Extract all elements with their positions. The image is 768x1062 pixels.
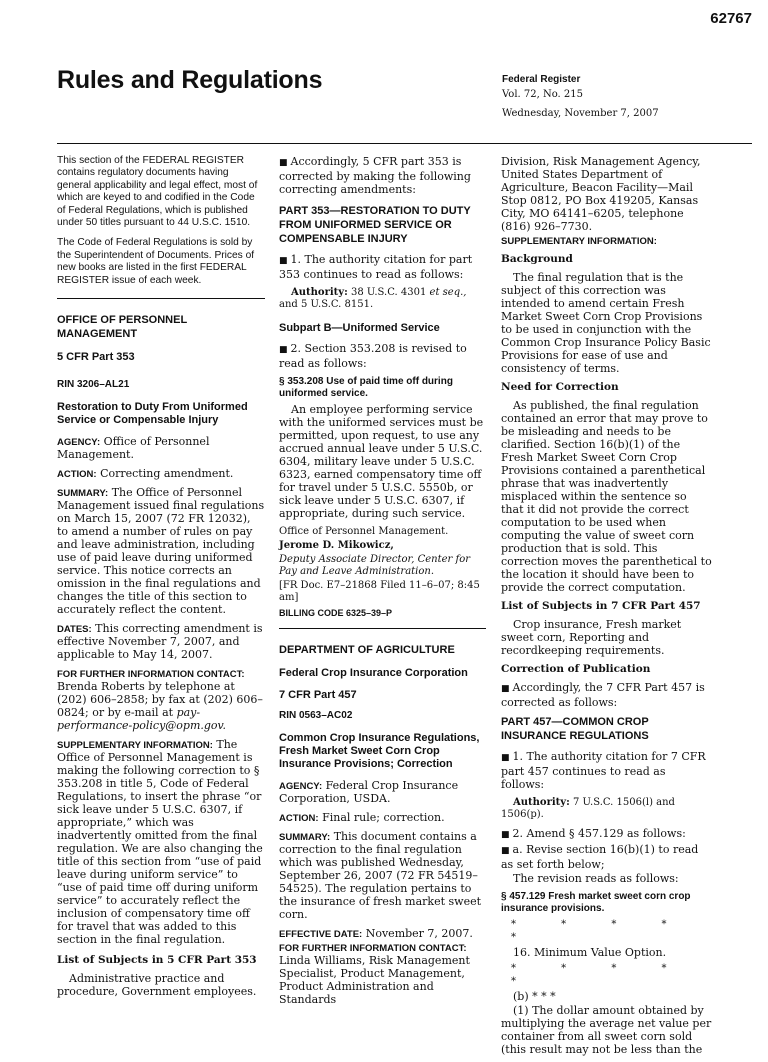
effective-date-entry: EFFECTIVE DATE: November 7, 2007. bbox=[279, 927, 473, 940]
agency-heading-2: DEPARTMENT OF AGRICULTURE bbox=[279, 644, 455, 656]
supplementary-label-2: SUPPLEMENTARY INFORMATION: bbox=[501, 236, 657, 247]
page-number: 62767 bbox=[710, 10, 752, 27]
paragraph-1: (1) The dollar amount obtained by multiplying the average net value per container from all sweet corn sold (this result may not be less than the bbox=[501, 1004, 712, 1056]
billing-code: BILLING CODE 6325–39–P bbox=[279, 608, 393, 618]
rin-number: RIN 3206–AL21 bbox=[57, 379, 130, 391]
contact-label: FOR FURTHER INFORMATION CONTACT: bbox=[57, 669, 245, 681]
correction-heading: Correction of Publication bbox=[501, 663, 651, 675]
column-2 bbox=[279, 155, 486, 1012]
contact-continued: Division, Risk Management Agency, United States Department of Agriculture, Beacon Facility—Mail Stop 0812, PO Box 419205, Kansas City, MO 64141–6205, telephone (816) 926–7730. bbox=[501, 155, 701, 233]
authority-citation: Authority: 38 U.S.C. 4301 et seq., and 5 U.S.C. 8151. bbox=[279, 287, 467, 310]
contact-entry-2: FOR FURTHER INFORMATION CONTACT: Linda Williams, Risk Management Specialist, Product Management, Product Administration and Standards bbox=[279, 943, 470, 1006]
need-text: As published, the final regulation contained an error that may prove to be misleading and needs to be clarified. Section 16(b)(1) of the Fresh Market Sweet Corn Crop Provisions contained a parenthetical phrase that was inadvertently misplaced within the sentence so that it did not provide the correct computation to be used when computing the value of sweet corn production that is sold. This correction moves the parenthetical to the location it should have been to provide the correct computation. bbox=[501, 399, 712, 594]
dates-text: This correcting amendment is effective November 7, 2007, and applicable to May 14, 2007. bbox=[57, 622, 263, 662]
contact-text: Brenda Roberts by telephone at (202) 606–2858; by fax at (202) 606–0824; or by e-mail at bbox=[57, 680, 263, 720]
issue-date: Wednesday, November 7, 2007 bbox=[502, 108, 659, 119]
supplementary-text: The Office of Personnel Management is making the following correction to § 353.208 in title 5, Code of Federal Regulations, to insert the phrase “or sick leave under 5 U.S.C. 6307, if appropriate,” which was inadvertently omitted from the final regulation. We are also changing the title of this section from “use of paid leave during uniform service” to “use of paid time off during uniform service” to accurately reflect the inclusion of compensatory time off for travel that was added to this section in the final regulation. bbox=[57, 738, 263, 947]
summary-label: SUMMARY: bbox=[57, 488, 109, 500]
ellipsis-stars: * * * * * bbox=[511, 919, 688, 943]
action-text: Correcting amendment. bbox=[100, 467, 234, 481]
amendment-item-1: ■ 1. The authority citation for part 353 continues to read as follows: bbox=[279, 253, 473, 281]
section-353-208-heading: § 353.208 Use of paid time off during uniformed service. bbox=[279, 376, 453, 399]
background-text: The final regulation that is the subject of this correction was intended to amend certain Fresh Market Sweet Corn Crop Provisions to be used in conjunction with the Common Crop Insurance Policy Basic Provisions for ease of use and consistency of terms. bbox=[501, 271, 711, 375]
amendment-item-1b: ■ 1. The authority citation for 7 CFR part 457 continues to read as follows: bbox=[501, 750, 706, 791]
square-bullet-icon: ■ bbox=[279, 256, 288, 266]
amendment-item-2b: ■ 2. Amend § 457.129 as follows: bbox=[501, 827, 686, 840]
agency-label: AGENCY: bbox=[57, 437, 101, 449]
page-title: Rules and Regulations bbox=[57, 66, 323, 94]
volume-number: Vol. 72, No. 215 bbox=[502, 89, 584, 100]
square-bullet-icon: ■ bbox=[501, 830, 510, 840]
summary-text: The Office of Personnel Management issued final regulations on March 15, 2007 (72 FR 12032), to amend a number of rules on pay and leave administration, including use of paid leave during uniformed service. This notice corrects an omission in the final regulations and changes the title of this section to accurately reflect the content. bbox=[57, 486, 265, 617]
action-entry-2: ACTION: Final rule; correction. bbox=[279, 811, 445, 824]
supplementary-label: SUPPLEMENTARY INFORMATION: bbox=[57, 740, 213, 752]
section-457-129-heading: § 457.129 Fresh market sweet corn crop insurance provisions. bbox=[501, 891, 691, 914]
summary-entry-2: SUMMARY: This document contains a correction to the final regulation which was published Wednesday, September 26, 2007 (72 FR 54519–54525). The regulation pertains to the insurance of fresh market sweet corn. bbox=[279, 830, 482, 921]
correction-text: ■ Accordingly, the 7 CFR Part 457 is corrected as follows: bbox=[501, 681, 705, 709]
action-label: ACTION: bbox=[57, 469, 97, 481]
subagency-heading: Federal Crop Insurance Corporation bbox=[279, 667, 468, 679]
signer-name: Jerome D. Mikowicz, bbox=[279, 540, 394, 551]
revision-text: The revision reads as follows: bbox=[513, 872, 679, 885]
square-bullet-icon: ■ bbox=[501, 753, 510, 763]
agency-entry bbox=[57, 435, 265, 461]
agency-text: Office of Personnel Management. bbox=[57, 435, 210, 462]
rule-subject: Restoration to Duty From Uniformed Service or Compensable Injury bbox=[57, 401, 248, 427]
intro-paragraph-1: This section of the FEDERAL REGISTER contains regulatory documents having general applicability and legal effect, most of which are keyed to and codified in the Code of Federal Regulations, which is published under 50 titles pursuant to 44 U.S.C. 1510. bbox=[57, 155, 258, 229]
signing-office: Office of Personnel Management. bbox=[279, 526, 449, 537]
publication-name: Federal Register bbox=[502, 74, 581, 85]
square-bullet-icon: ■ bbox=[501, 684, 510, 694]
signer-title: Deputy Associate Director, Center for Pay and Leave Administration. bbox=[279, 554, 471, 577]
header-rule bbox=[57, 143, 752, 144]
ellipsis-stars: * * * * * bbox=[511, 963, 688, 987]
subjects-heading: List of Subjects in 5 CFR Part 353 bbox=[57, 954, 257, 967]
column-1 bbox=[57, 155, 265, 1004]
contact-email: pay-performance-policy@opm.gov. bbox=[57, 706, 226, 733]
square-bullet-icon: ■ bbox=[279, 158, 288, 168]
rule-subject-2: Common Crop Insurance Regulations, Fresh Market Sweet Corn Crop Insurance Provisions; Correction bbox=[279, 732, 480, 770]
amendment-item-2a: ■ a. Revise section 16(b)(1) to read as set forth below; bbox=[501, 843, 699, 871]
section-divider bbox=[279, 628, 486, 629]
square-bullet-icon: ■ bbox=[279, 345, 288, 355]
fr-doc-line: [FR Doc. E7–21868 Filed 11–6–07; 8:45 am] bbox=[279, 580, 480, 603]
section-353-208-text: An employee performing service with the uniformed services must be permitted, upon request, to use any accrued annual leave under 5 U.S.C. 6304, military leave under 5 U.S.C. 6323, earned compensatory time off for travel under 5 U.S.C. 5550b, or sick leave under 5 U.S.C. 6307, if appropriate, during such service. bbox=[279, 403, 484, 520]
paragraph-b: (b) * * * bbox=[513, 990, 556, 1003]
supplementary-entry bbox=[57, 738, 265, 946]
intro-box bbox=[57, 155, 265, 287]
rin-number-2: RIN 0563–AC02 bbox=[279, 710, 353, 721]
dates-label: DATES: bbox=[57, 624, 92, 636]
subjects-text: Administrative practice and procedure, Government employees. bbox=[57, 972, 257, 999]
square-bullet-icon: ■ bbox=[501, 846, 510, 856]
authority-citation-2: Authority: 7 U.S.C. 1506(l) and 1506(p). bbox=[501, 797, 675, 820]
amendment-item-2: ■ 2. Section 353.208 is revised to read as follows: bbox=[279, 342, 467, 370]
cfr-part-heading: 5 CFR Part 353 bbox=[57, 351, 135, 364]
need-heading: Need for Correction bbox=[501, 381, 619, 393]
dates-entry bbox=[57, 622, 265, 661]
section-divider bbox=[57, 298, 265, 299]
action-entry bbox=[57, 467, 265, 480]
part-353-heading: PART 353—RESTORATION TO DUTY FROM UNIFORMED SERVICE OR COMPENSABLE INJURY bbox=[279, 205, 471, 245]
subpart-heading: Subpart B—Uniformed Service bbox=[279, 322, 440, 334]
agency-heading: OFFICE OF PERSONNEL MANAGEMENT bbox=[57, 314, 187, 341]
amendment-intro: ■ Accordingly, 5 CFR part 353 is corrected by making the following correcting amendments: bbox=[279, 155, 471, 196]
background-heading: Background bbox=[501, 253, 573, 265]
option-heading: 16. Minimum Value Option. bbox=[513, 946, 667, 959]
intro-paragraph-2: The Code of Federal Regulations is sold by the Superintendent of Documents. Prices of new books are listed in the first FEDERAL REGISTER issue of each week. bbox=[57, 237, 255, 286]
summary-entry bbox=[57, 486, 265, 616]
subjects-text-2: Crop insurance, Fresh market sweet corn, Reporting and recordkeeping requirements. bbox=[501, 618, 682, 657]
column-3 bbox=[501, 155, 712, 1062]
contact-entry bbox=[57, 667, 265, 732]
cfr-part-heading-2: 7 CFR Part 457 bbox=[279, 689, 357, 701]
subjects-heading-2: List of Subjects in 7 CFR Part 457 bbox=[501, 600, 701, 612]
register-info bbox=[502, 74, 659, 123]
part-457-heading: PART 457—COMMON CROP INSURANCE REGULATIONS bbox=[501, 716, 649, 742]
agency-entry-2: AGENCY: Federal Crop Insurance Corporation, USDA. bbox=[279, 779, 459, 805]
